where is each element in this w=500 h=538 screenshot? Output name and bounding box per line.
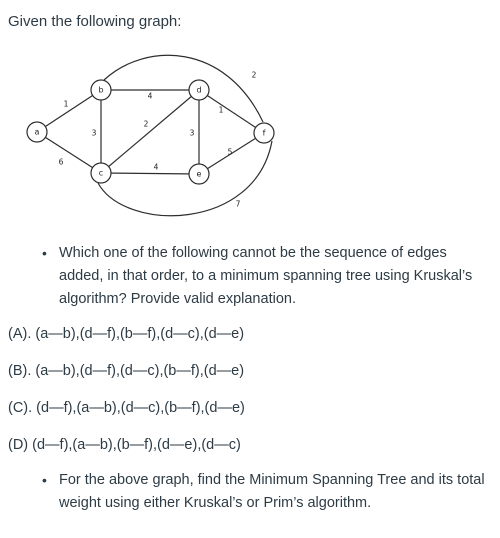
edge-c-d — [101, 90, 199, 173]
edge-a-c — [37, 132, 101, 173]
edge-d-f — [199, 90, 264, 133]
graph-diagram — [0, 0, 500, 230]
node-label-a: a — [34, 127, 40, 137]
edge-weight-c-f: 7 — [235, 199, 241, 209]
node-label-e: e — [196, 169, 202, 179]
edge-weight-a-b: 1 — [63, 99, 69, 109]
option-c: (C). (d—f),(a—b),(d—c),(b—f),(d—e) — [8, 400, 245, 416]
intro-text: Given the following graph: — [8, 13, 182, 30]
option-a: (A). (a—b),(d—f),(b—f),(d—c),(d—e) — [8, 326, 245, 342]
edge-b-f — [104, 55, 263, 122]
edge-a-b — [37, 90, 101, 132]
question-kruskal-sequence — [42, 242, 492, 311]
edge-weight-b-d: 4 — [147, 91, 153, 101]
question-2-text: For the above graph, find the Minimum Spanning Tree and its total weight using either Kruskal’s or Prim’s algorithm. — [59, 472, 485, 511]
edge-weight-d-f: 1 — [218, 105, 224, 115]
edge-weight-c-e: 4 — [153, 162, 159, 172]
question-mst-weight — [42, 469, 492, 515]
node-label-b: b — [98, 85, 104, 95]
edge-weight-c-d: 2 — [143, 119, 149, 129]
node-d — [189, 80, 209, 100]
option-b: (B). (a—b),(d—f),(d—c),(b—f),(d—e) — [8, 363, 245, 379]
edge-weight-a-c: 6 — [58, 157, 64, 167]
edge-weight-b-f: 2 — [251, 70, 257, 80]
node-e — [189, 164, 209, 184]
edge-weight-b-c: 3 — [91, 128, 97, 138]
node-label-c: c — [98, 168, 104, 178]
node-label-f: f — [262, 128, 266, 138]
edge-c-e — [101, 173, 199, 174]
bullet-2: • — [42, 472, 47, 488]
node-a — [27, 122, 47, 142]
bullet-1: • — [42, 245, 47, 261]
node-c — [91, 163, 111, 183]
node-b — [91, 80, 111, 100]
edge-weight-d-e: 3 — [189, 128, 195, 138]
edge-weight-e-f: 5 — [227, 147, 233, 157]
edge-c-f — [98, 141, 272, 216]
edges-layer — [34, 55, 272, 215]
option-d: (D) (d—f),(a—b),(b—f),(d—e),(d—c) — [8, 437, 241, 453]
question-1-text: Which one of the following cannot be the sequence of edges added, in that order, to a minimum spanning tree using Kruskal’s algorithm? Provide valid explanation. — [59, 245, 473, 307]
node-label-d: d — [196, 85, 202, 95]
node-f — [254, 123, 274, 143]
